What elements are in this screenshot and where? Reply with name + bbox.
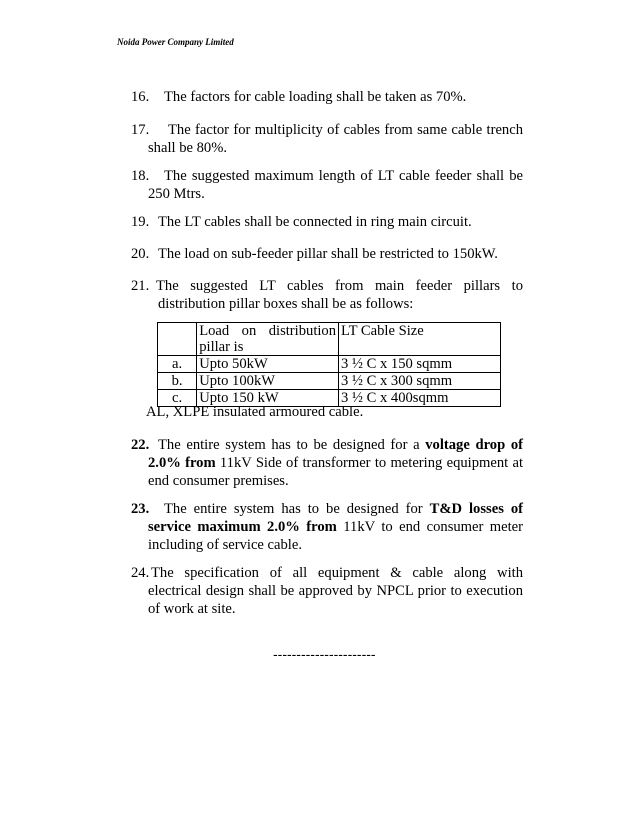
end-divider: ---------------------- bbox=[273, 646, 376, 662]
row-load: Upto 50kW bbox=[197, 356, 339, 373]
table-header-row bbox=[158, 323, 501, 356]
row-size: 3 ½ C x 300 sqmm bbox=[339, 373, 501, 390]
clause-number: 18. bbox=[131, 168, 150, 184]
clause-number: 16. bbox=[131, 89, 150, 105]
clause-number: 17. bbox=[131, 122, 150, 138]
row-index: a. bbox=[158, 356, 197, 373]
clause-text-bold: T&D losses of service maximum 2.0% from bbox=[148, 501, 523, 535]
table-row bbox=[158, 356, 501, 373]
clause-number: 23. bbox=[131, 501, 150, 517]
clause-text bbox=[118, 436, 523, 490]
row-load: Upto 150 kW bbox=[197, 390, 339, 407]
clause-20 bbox=[118, 245, 523, 263]
clause-23 bbox=[118, 500, 523, 554]
row-size: 3 ½ C x 400sqmm bbox=[339, 390, 501, 407]
clause-text: The LT cables shall be connected in ring main circuit. bbox=[158, 214, 472, 230]
row-index: c. bbox=[158, 390, 197, 407]
clause-text-pre: The entire system has to be designed for a bbox=[158, 437, 426, 453]
clause-text: The factor for multiplicity of cables from same cable trench shall be 80%. bbox=[148, 122, 523, 156]
clause-text: The suggested LT cables from main feeder pillars to distribution pillar boxes shall be as follows: bbox=[156, 278, 523, 312]
cable-note: AL, XLPE insulated armoured cable. bbox=[146, 404, 364, 420]
clause-text: The suggested maximum length of LT cable feeder shall be 250 Mtrs. bbox=[148, 168, 523, 202]
table-cell bbox=[158, 323, 197, 356]
clause-text-bold: voltage drop of 2.0% from bbox=[148, 437, 524, 471]
clause-number: 24. bbox=[131, 565, 150, 581]
row-load: Upto 100kW bbox=[197, 373, 339, 390]
row-index: b. bbox=[158, 373, 197, 390]
clause-17 bbox=[118, 121, 523, 157]
cable-size-table bbox=[157, 322, 501, 407]
clause-text-post: 11kV to end consumer meter including of service cable. bbox=[148, 519, 524, 553]
clause-number: 20. bbox=[131, 246, 150, 262]
clause-18 bbox=[118, 167, 523, 203]
clause-number: 21. bbox=[131, 278, 150, 294]
clause-text-post: 11kV Side of transformer to metering equipment at end consumer premises. bbox=[148, 455, 523, 489]
company-header: Noida Power Company Limited bbox=[117, 37, 234, 47]
clause-16 bbox=[118, 88, 523, 106]
clause-text bbox=[118, 500, 523, 554]
clause-number: 19. bbox=[131, 214, 150, 230]
clause-21 bbox=[118, 277, 523, 313]
table-header-load bbox=[197, 323, 339, 356]
clause-22 bbox=[118, 436, 523, 490]
clause-19 bbox=[118, 213, 523, 231]
clause-number: 22. bbox=[131, 437, 150, 453]
clause-text: The factors for cable loading shall be taken as 70%. bbox=[164, 89, 467, 105]
table-header-size: LT Cable Size bbox=[339, 323, 501, 356]
clause-text: The load on sub-feeder pillar shall be restricted to 150kW. bbox=[158, 246, 498, 262]
row-size: 3 ½ C x 150 sqmm bbox=[339, 356, 501, 373]
table-row bbox=[158, 373, 501, 390]
clause-24 bbox=[118, 564, 523, 618]
clause-text: The specification of all equipment & cable along with electrical design shall be approved by NPCL prior to execution of work at site. bbox=[148, 565, 523, 617]
clause-text-pre: The entire system has to be designed for bbox=[164, 501, 430, 517]
load-header-text: Load on distribution pillar is bbox=[199, 323, 337, 355]
